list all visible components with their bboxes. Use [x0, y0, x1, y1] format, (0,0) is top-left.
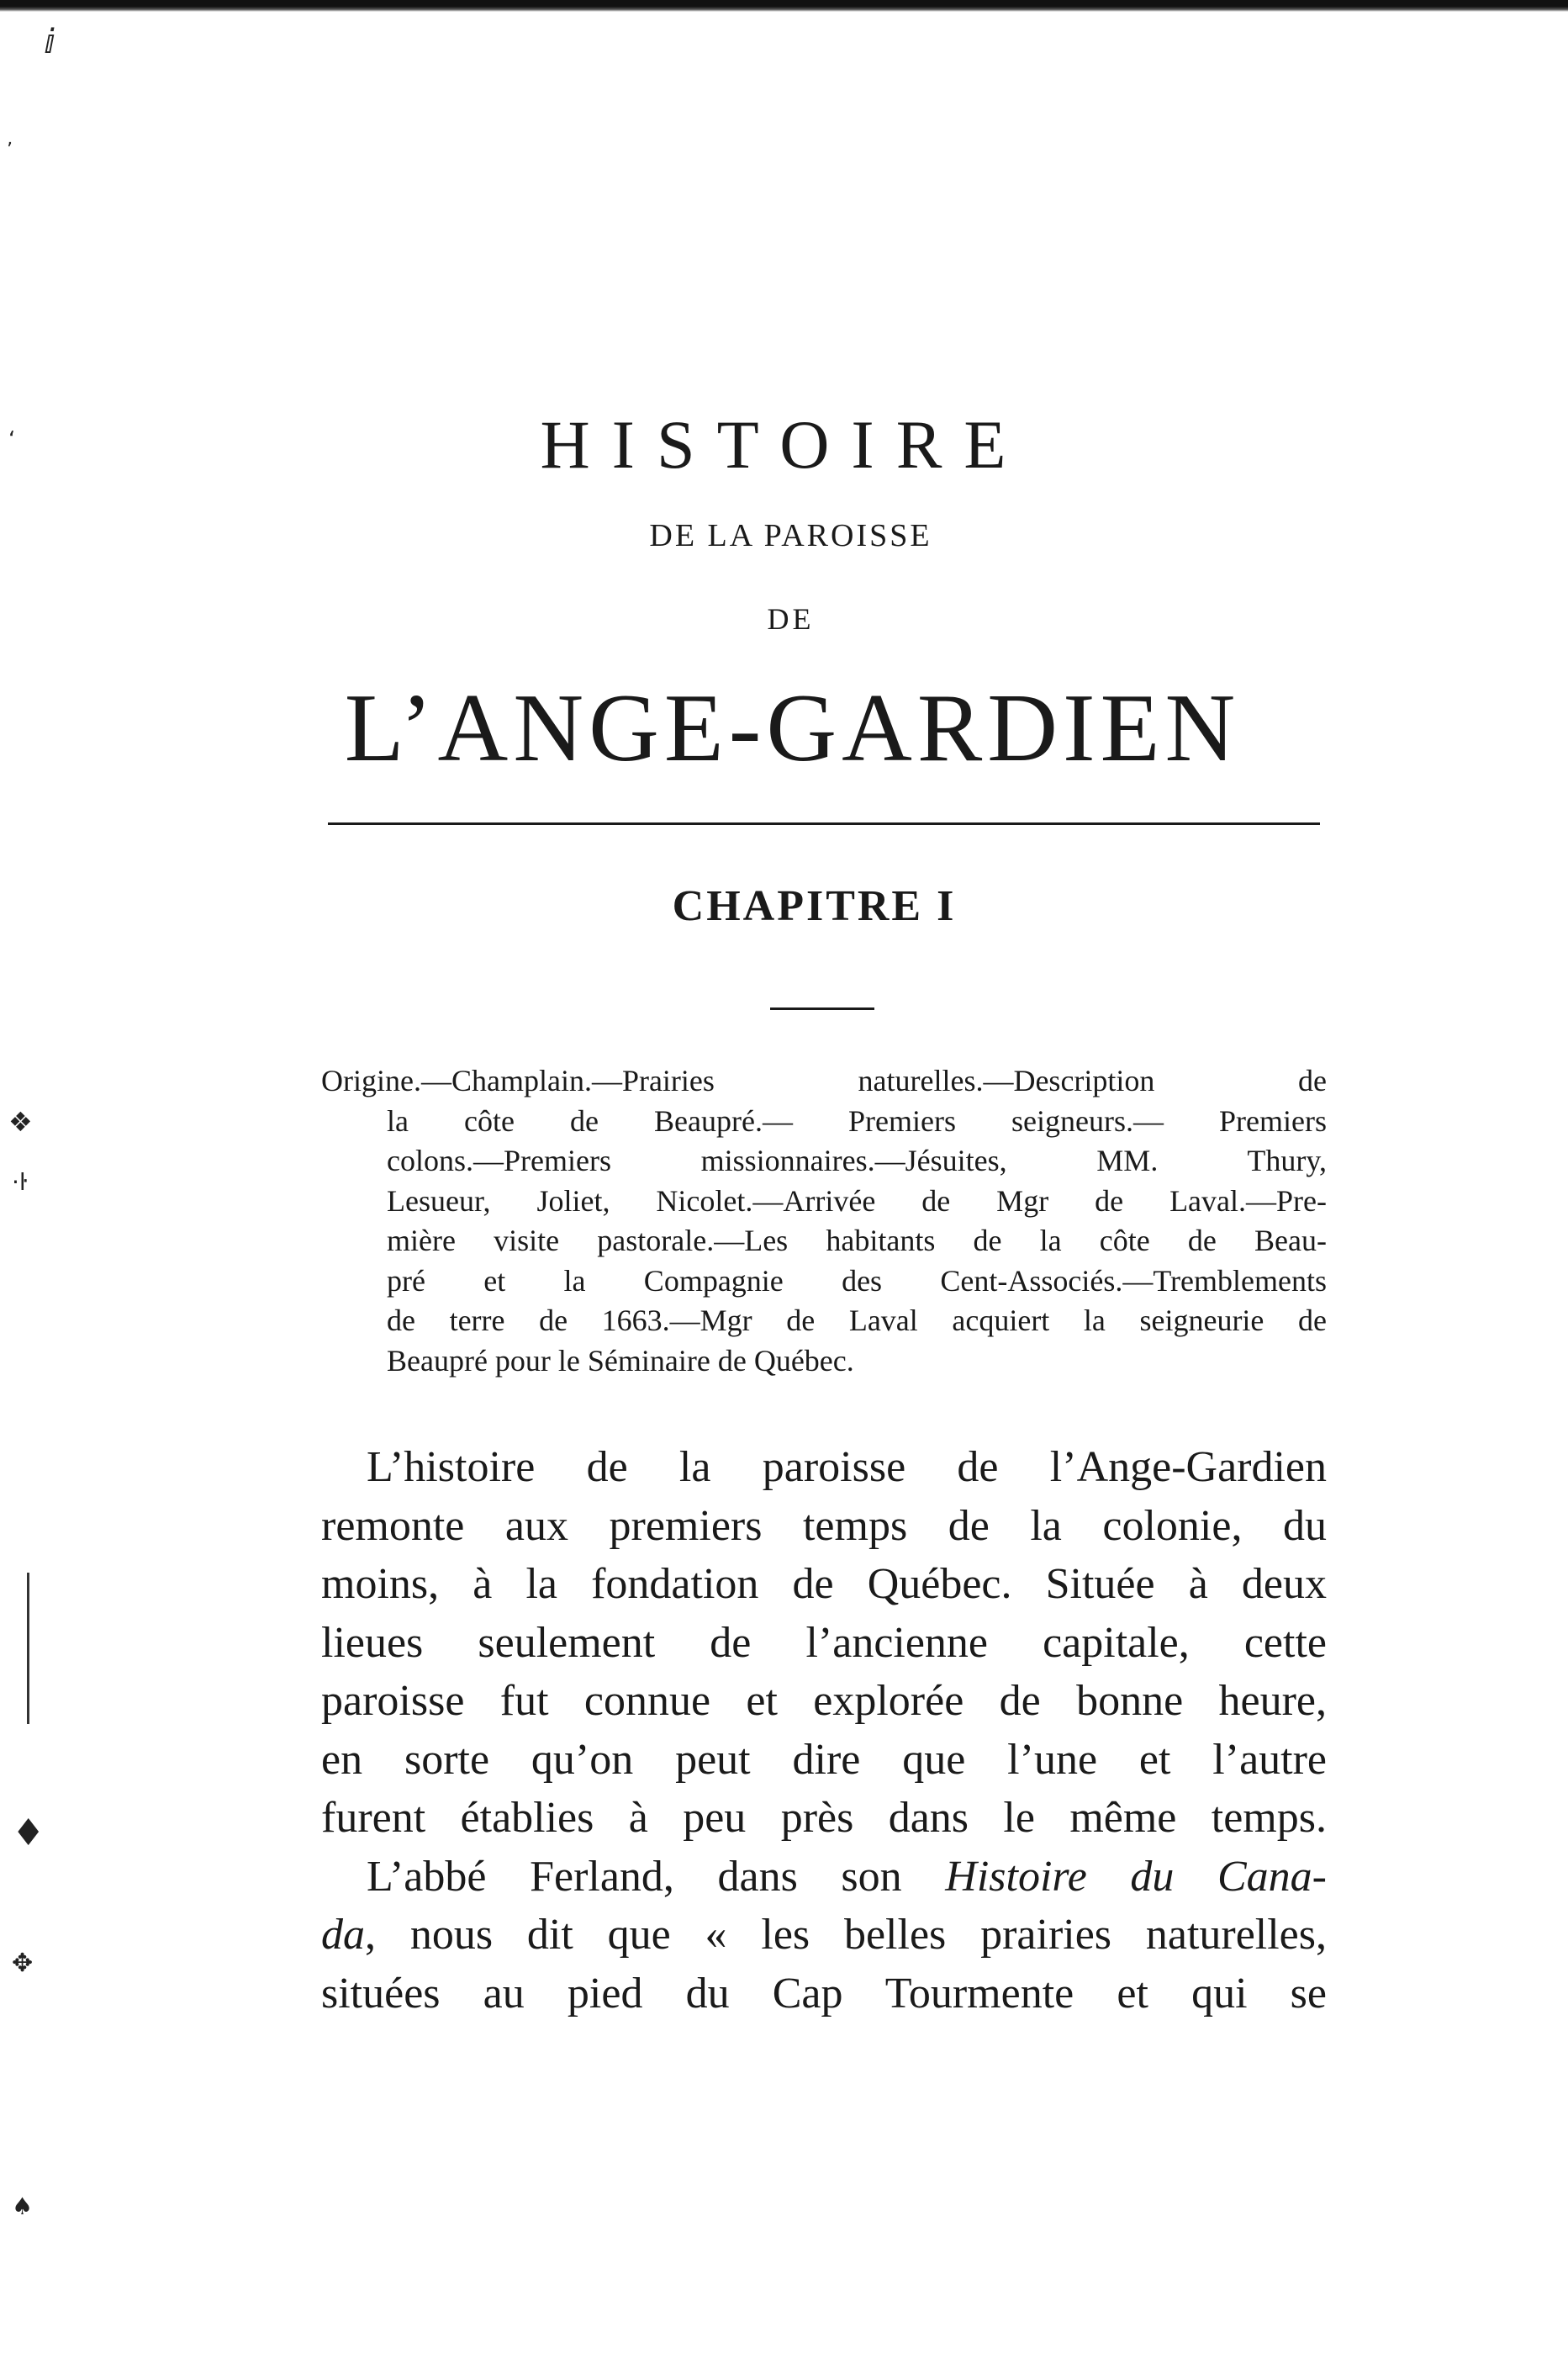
body-line: en sorte qu’on peut dire que l’une et l’autre	[321, 1735, 1327, 1784]
title-de: DE	[767, 602, 815, 636]
chapter-heading: CHAPITRE I	[672, 882, 957, 930]
summary-line: Lesueur, Joliet, Nicolet.—Arrivée de Mgr de Laval.—Pre-	[387, 1183, 1327, 1218]
book-title-italic: Histoire du Cana-	[945, 1852, 1327, 1901]
body-line: situées au pied du Cap Tourmente et qui se	[321, 1969, 1327, 2018]
body-text	[321, 1438, 1327, 2023]
title-ange-gardien: L’ANGE-GARDIEN	[344, 674, 1241, 782]
body-line: moins, à la fondation de Québec. Située à deux	[321, 1560, 1327, 1608]
summary-line: mière visite pastorale.—Les habitants de la côte de Beau-	[387, 1224, 1327, 1257]
body-line: remonte aux premiers temps de la colonie, du	[321, 1501, 1327, 1550]
summary-line: colons.—Premiers missionnaires.—Jésuites, MM. Thury,	[387, 1144, 1327, 1177]
body-line: L’histoire de la paroisse de l’Ange-Gardien	[367, 1443, 1327, 1491]
title-de-la-paroisse: DE LA PAROISSE	[649, 518, 932, 553]
scan-mark: ♠	[12, 2192, 34, 2220]
summary-line: Beaupré pour le Séminaire de Québec.	[387, 1343, 854, 1378]
scan-mark	[27, 1573, 29, 1724]
scan-mark: ‘	[8, 427, 16, 452]
scan-mark: ♦	[12, 1811, 45, 1854]
summary-line: Origine.—Champlain.—Prairies naturelles.—Description de	[321, 1064, 1327, 1097]
title-rule	[328, 822, 1320, 825]
scan-mark: ʼ	[7, 140, 13, 161]
scan-mark: ·ŀ	[12, 1168, 28, 1196]
body-text-run: , nous dit que « les belles prairies naturelles,	[365, 1911, 1327, 1959]
body-text-run: L’abbé Ferland, dans son	[367, 1852, 946, 1901]
chapter-summary	[321, 1061, 1327, 1381]
summary-line: de terre de 1663.—Mgr de Laval acquiert la seigneurie de	[387, 1304, 1327, 1337]
book-title-italic: da	[321, 1911, 365, 1959]
body-line	[321, 1848, 1327, 1907]
body-line: lieues seulement de l’ancienne capitale, cette	[321, 1618, 1327, 1667]
body-line: paroisse fut connue et explorée de bonne heure,	[321, 1677, 1327, 1725]
page-top-edge	[0, 0, 1568, 12]
summary-line: la côte de Beaupré.— Premiers seigneurs.— Premiers	[387, 1103, 1327, 1138]
body-line: furent établies à peu près dans le même temps.	[321, 1794, 1327, 1842]
title-histoire: HISTOIRE	[540, 406, 1028, 483]
scan-mark: ✥	[12, 1949, 34, 1978]
scan-mark: ❖	[8, 1106, 33, 1138]
scan-mark: ⅈ	[44, 23, 56, 61]
chapter-rule	[770, 1007, 874, 1010]
summary-line: pré et la Compagnie des Cent-Associés.—Tremblements	[387, 1263, 1327, 1298]
body-line	[321, 1906, 1327, 1965]
